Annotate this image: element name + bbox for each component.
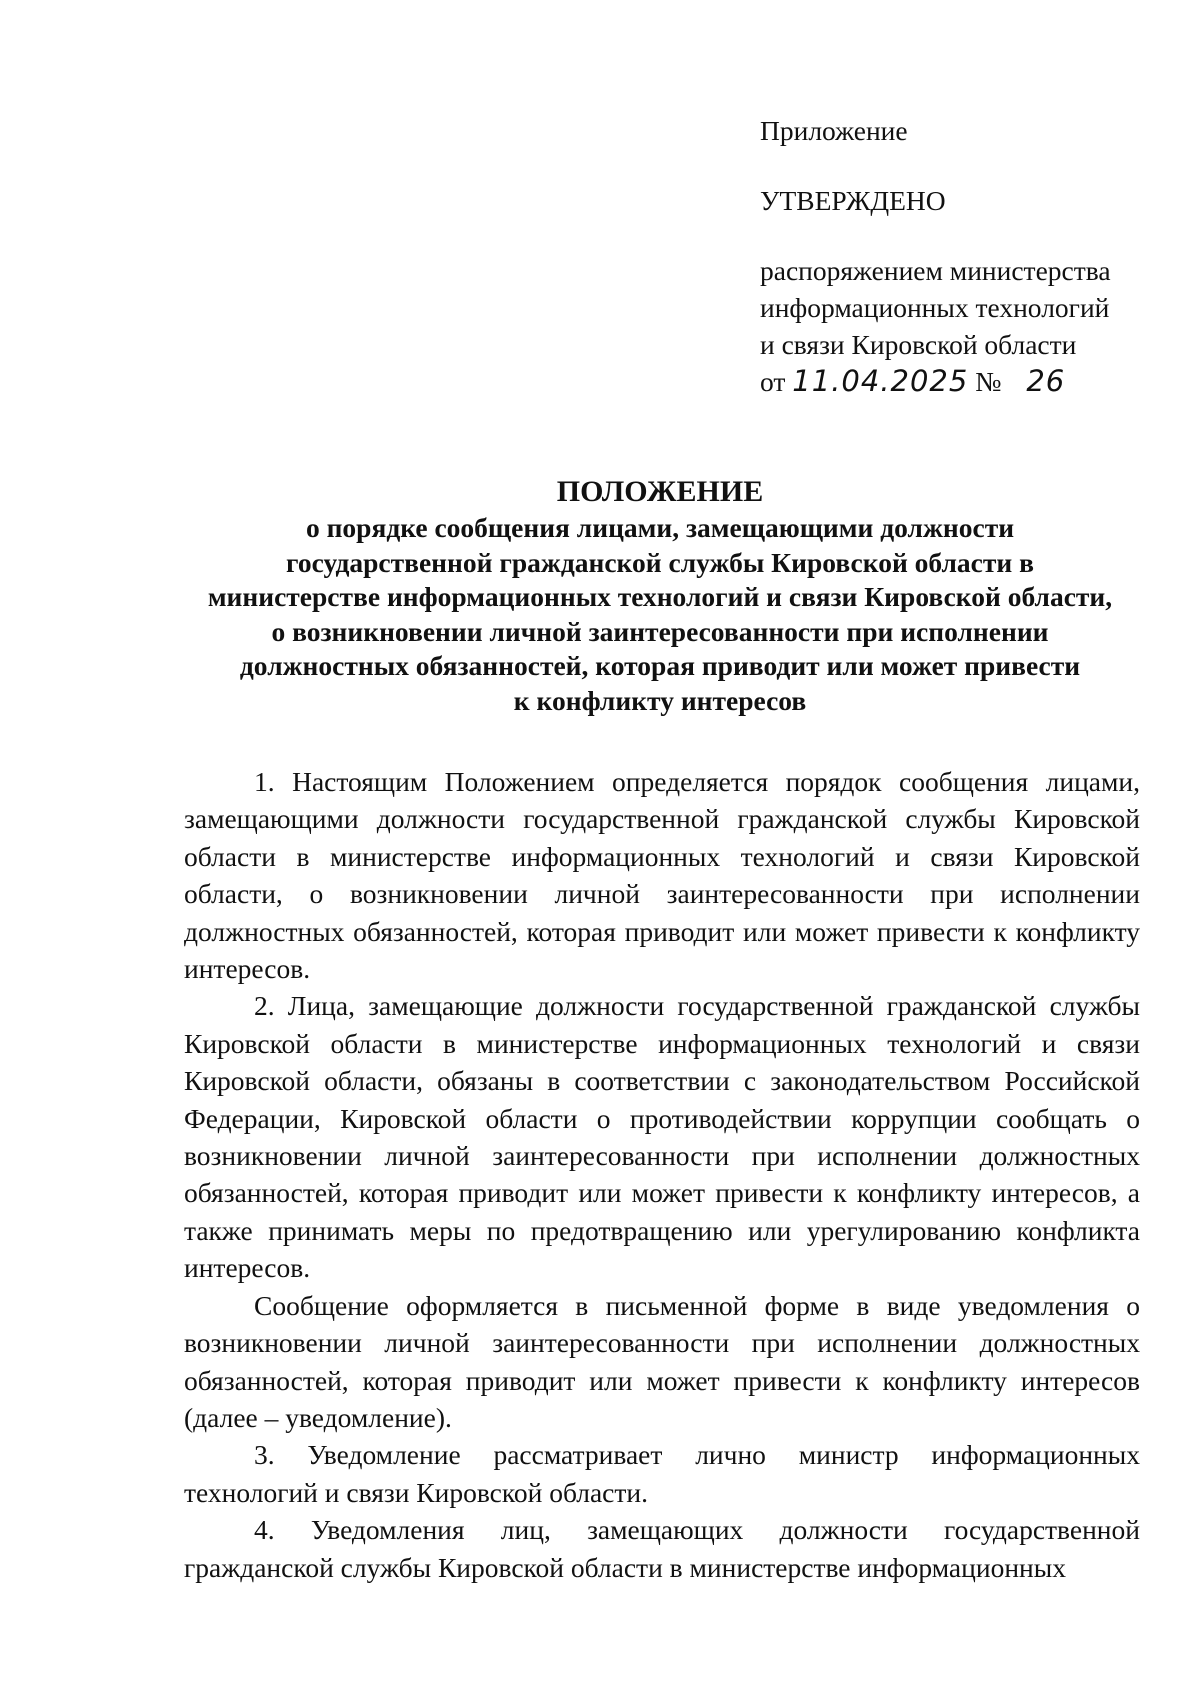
paragraph-3: 3. Уведомление рассматривает лично министр информационных технологий и связи Кировской области. [184, 1439, 1140, 1508]
paragraph-4: 4. Уведомления лиц, замещающих должности государственной гражданской службы Кировской области в министерстве информационных [184, 1514, 1140, 1583]
document-title-block [120, 474, 1200, 718]
number-sign: № [975, 366, 1002, 397]
approval-line-2: информационных технологий [760, 292, 1110, 323]
title-line: должностных обязанностей, которая приводит или может привести [239, 650, 1081, 681]
from-prefix: от [760, 366, 786, 397]
document-title: ПОЛОЖЕНИЕ [556, 475, 764, 508]
handwritten-number: 26 [1026, 364, 1066, 398]
title-line: государственной гражданской службы Кировской области в [286, 546, 1034, 578]
approval-date-line [760, 363, 1160, 400]
approved-label: УТВЕРЖДЕНО [760, 185, 946, 216]
title-line: о возникновении личной заинтересованности при исполнении [271, 615, 1049, 647]
approval-line-1: распоряжением министерства [760, 255, 1111, 286]
appendix-label: Приложение [760, 115, 908, 146]
title-line: министерстве информационных технологий и связи Кировской области, [207, 581, 1113, 612]
approval-line-3: и связи Кировской области [760, 329, 1077, 360]
title-line: о порядке сообщения лицами, замещающими должности [305, 512, 1015, 543]
paragraph-2: 2. Лица, замещающие должности государственной гражданской службы Кировской области в министерстве информационных технологий и связи Кировской области, обязаны в соответствии с законодательством Российской Федерации, Кировской области о противодействии коррупции сообщать о возникновении личной заинтересованности при исполнении должностных обязанностей, которая приводит или может привести к конфликту интересов, а также принимать меры по предотвращению или урегулированию конфликта интересов. [184, 990, 1140, 1284]
document-body [184, 763, 1140, 1586]
title-line: к конфликту интересов [513, 684, 807, 716]
approval-stamp-block [760, 112, 1160, 400]
handwritten-date: 11.04.2025 [792, 364, 969, 398]
paragraph-2-continuation: Сообщение оформляется в письменной форме в виде уведомления о возникновении личной заинтересованности при исполнении должностных обязанностей, которая приводит или может привести к конфликту интересов (далее – уведомление). [184, 1289, 1140, 1433]
paragraph-1: 1. Настоящим Положением определяется порядок сообщения лицами, замещающими должности государственной гражданской службы Кировской области в министерстве информационных технологий и связи Кировской области, о возникновении личной заинтересованности при исполнении должностных обязанностей, которая приводит или может привести к конфликту интересов. [184, 766, 1140, 985]
